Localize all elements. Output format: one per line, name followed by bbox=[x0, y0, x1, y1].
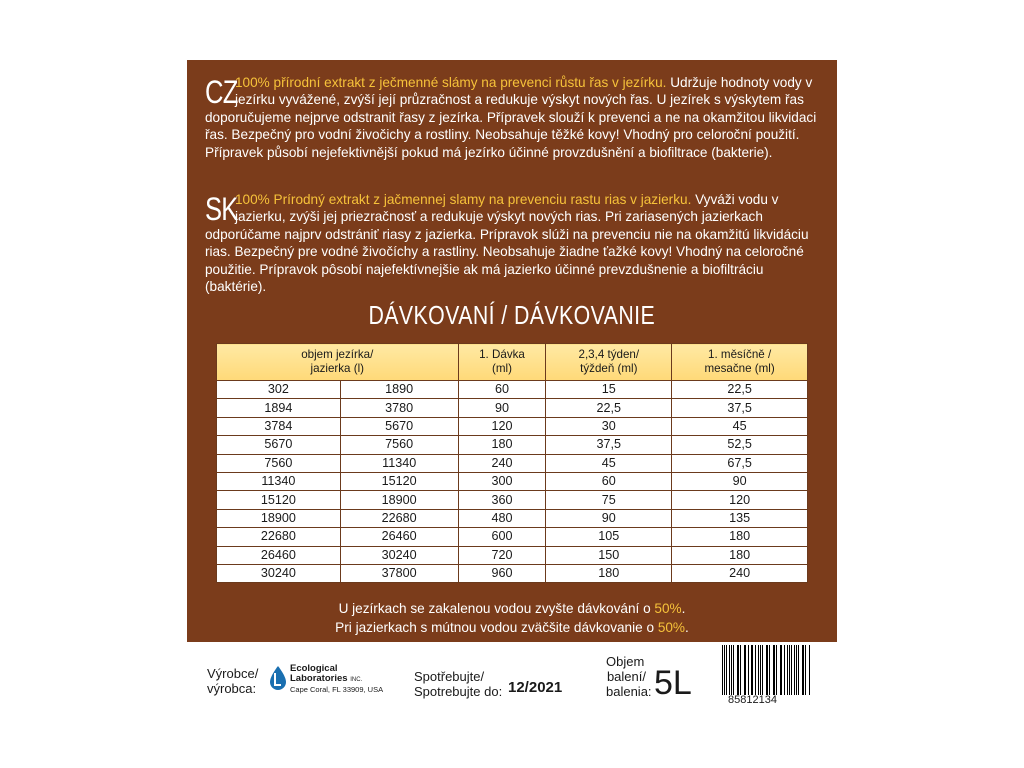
table-row bbox=[217, 491, 808, 509]
barcode-bar bbox=[740, 645, 741, 695]
dosing-table bbox=[216, 343, 808, 583]
barcode-bar bbox=[731, 645, 732, 695]
table-cell: 67,5 bbox=[672, 454, 808, 472]
barcode-bar bbox=[809, 645, 810, 695]
barcode bbox=[722, 645, 810, 695]
header-first-dose: 1. Dávka (ml) bbox=[458, 344, 546, 381]
table-cell: 22,5 bbox=[672, 381, 808, 399]
table-row bbox=[217, 528, 808, 546]
barcode-bar bbox=[791, 645, 792, 695]
table-cell: 90 bbox=[546, 509, 672, 527]
table-cell: 37800 bbox=[340, 564, 458, 582]
table-cell: 52,5 bbox=[672, 436, 808, 454]
dosage-note-sk: Pri jazierkach s mútnou vodou zväčšite dávkovanie o 50%. bbox=[335, 620, 689, 635]
table-cell: 15120 bbox=[340, 472, 458, 490]
table-cell: 135 bbox=[672, 509, 808, 527]
table-cell: 120 bbox=[458, 417, 546, 435]
dosage-note-cz: U jezírkach se zakalenou vodou zvyšte dávkování o 50%. bbox=[338, 601, 686, 616]
table-cell: 37,5 bbox=[546, 436, 672, 454]
table-cell: 120 bbox=[672, 491, 808, 509]
table-cell: 30240 bbox=[217, 564, 341, 582]
table-cell: 3784 bbox=[217, 417, 341, 435]
barcode-bar bbox=[796, 645, 797, 695]
table-cell: 1894 bbox=[217, 399, 341, 417]
table-cell: 240 bbox=[672, 564, 808, 582]
table-row bbox=[217, 454, 808, 472]
expiry-value: 12/2021 bbox=[508, 679, 563, 696]
cz-highlight: 100% přírodní extrakt z ječmenné slámy na prevenci růstu řas v jezírku. bbox=[235, 75, 667, 90]
barcode-bar bbox=[803, 645, 804, 695]
barcode-bar bbox=[769, 645, 770, 695]
table-cell: 105 bbox=[546, 528, 672, 546]
table-cell: 5670 bbox=[217, 436, 341, 454]
table-cell: 240 bbox=[458, 454, 546, 472]
table-cell: 75 bbox=[546, 491, 672, 509]
barcode-bar bbox=[780, 645, 781, 695]
table-cell: 22680 bbox=[340, 509, 458, 527]
table-cell: 3780 bbox=[340, 399, 458, 417]
table-cell: 150 bbox=[546, 546, 672, 564]
table-cell: 90 bbox=[458, 399, 546, 417]
water-drop-logo-icon bbox=[269, 665, 287, 691]
company-name-2: Laboratories bbox=[290, 673, 348, 684]
manufacturer-label: Výrobce/ výrobca: bbox=[207, 666, 259, 696]
header-pond-volume: objem jezírka/ jazierka (l) bbox=[217, 344, 459, 381]
table-cell: 7560 bbox=[340, 436, 458, 454]
volume-value: 5L bbox=[654, 664, 692, 702]
table-row bbox=[217, 417, 808, 435]
table-cell: 302 bbox=[217, 381, 341, 399]
company-name-1: Ecological bbox=[290, 663, 338, 674]
table-row bbox=[217, 381, 808, 399]
table-cell: 300 bbox=[458, 472, 546, 490]
table-cell: 1890 bbox=[340, 381, 458, 399]
table-row bbox=[217, 509, 808, 527]
table-cell: 7560 bbox=[217, 454, 341, 472]
cz-paragraph bbox=[205, 74, 825, 161]
table-cell: 60 bbox=[458, 381, 546, 399]
table-row bbox=[217, 546, 808, 564]
barcode-bar bbox=[755, 645, 756, 695]
table-cell: 360 bbox=[458, 491, 546, 509]
table-cell: 180 bbox=[458, 436, 546, 454]
table-cell: 26460 bbox=[217, 546, 341, 564]
cz-code: CZ bbox=[205, 74, 238, 110]
barcode-bar bbox=[748, 645, 749, 695]
table-cell: 15120 bbox=[217, 491, 341, 509]
table-cell: 22,5 bbox=[546, 399, 672, 417]
sk-paragraph bbox=[205, 191, 825, 295]
table-cell: 26460 bbox=[340, 528, 458, 546]
table-cell: 18900 bbox=[340, 491, 458, 509]
expiry-label: Spotřebujte/ Spotrebujte do: bbox=[414, 669, 503, 699]
barcode-bar bbox=[767, 645, 768, 695]
table-cell: 45 bbox=[546, 454, 672, 472]
table-cell: 180 bbox=[672, 528, 808, 546]
sk-highlight: 100% Prírodný extrakt z jačmennej slamy na prevenciu rastu rias v jazierku. bbox=[235, 192, 692, 207]
volume-label: Objem balení/ balenia: bbox=[606, 654, 652, 699]
table-cell: 90 bbox=[672, 472, 808, 490]
table-cell: 15 bbox=[546, 381, 672, 399]
company-address: Cape Coral, FL 33909, USA bbox=[290, 685, 384, 694]
barcode-bar bbox=[729, 645, 730, 695]
table-cell: 45 bbox=[672, 417, 808, 435]
table-cell: 5670 bbox=[340, 417, 458, 435]
table-cell: 18900 bbox=[217, 509, 341, 527]
barcode-bar bbox=[722, 645, 723, 695]
table-cell: 600 bbox=[458, 528, 546, 546]
barcode-number: 85812134 bbox=[728, 694, 777, 706]
table-cell: 11340 bbox=[340, 454, 458, 472]
sk-code: SK bbox=[205, 191, 238, 227]
table-cell: 11340 bbox=[217, 472, 341, 490]
table-cell: 480 bbox=[458, 509, 546, 527]
table-header-row bbox=[217, 344, 808, 381]
company-block: Ecological Laboratories INC. Cape Coral, FL 33909, USA bbox=[290, 663, 384, 694]
table-row bbox=[217, 436, 808, 454]
table-cell: 180 bbox=[546, 564, 672, 582]
table-cell: 180 bbox=[672, 546, 808, 564]
table-row bbox=[217, 564, 808, 582]
barcode-bar bbox=[745, 645, 746, 695]
table-cell: 960 bbox=[458, 564, 546, 582]
cz-text: Udržuje hodnoty vody v jezírku vyvážené, zvýší její průzračnost a redukuje výskyt nových řas. U jezírek s výskytem řas doporučujeme nejprve odstranit řasy z jezírka. Přípravek slouží k prevenci a ne na okamžitou likvidaci řas. Bezpečný pro vodní živočichy a rostliny. Neobsahuje těžké kovy! Vhodný pro celoroční použití. Přípravek působí nejefektivnější pokud má jezírko účinné provzdušnění a biofiltrace (bakterie). bbox=[205, 75, 817, 160]
table-cell: 37,5 bbox=[672, 399, 808, 417]
table-cell: 720 bbox=[458, 546, 546, 564]
dosing-heading: DÁVKOVANÍ / DÁVKOVANIE bbox=[368, 300, 656, 330]
sk-text: Vyváži vodu v jazierku, zvýši jej priezračnosť a redukuje výskyt nových rias. Pri zariasených jazierkach odporúčame najprv odstrániť riasy z jazierka. Prípravok slúži na prevenciu nie na okamžitú likvidáciu rias. Bezpečný pre vodné živočíchy a rastliny. Neobsahuje žiadne ťažké kovy! Vhodný na celoročné použitie. Prípravok pôsobí najefektívnejšie ak má jazierko účinné prevzdušnenie a biofiltráciu (baktérie). bbox=[205, 192, 809, 295]
header-weekly-dose: 2,3,4 týden/ týždeň (ml) bbox=[546, 344, 672, 381]
barcode-bar bbox=[762, 645, 763, 695]
table-row bbox=[217, 472, 808, 490]
header-monthly-dose: 1. měsíčně / mesačne (ml) bbox=[672, 344, 808, 381]
table-cell: 30 bbox=[546, 417, 672, 435]
table-cell: 30240 bbox=[340, 546, 458, 564]
table-cell: 60 bbox=[546, 472, 672, 490]
barcode-bar bbox=[784, 645, 785, 695]
table-cell: 22680 bbox=[217, 528, 341, 546]
table-row bbox=[217, 399, 808, 417]
